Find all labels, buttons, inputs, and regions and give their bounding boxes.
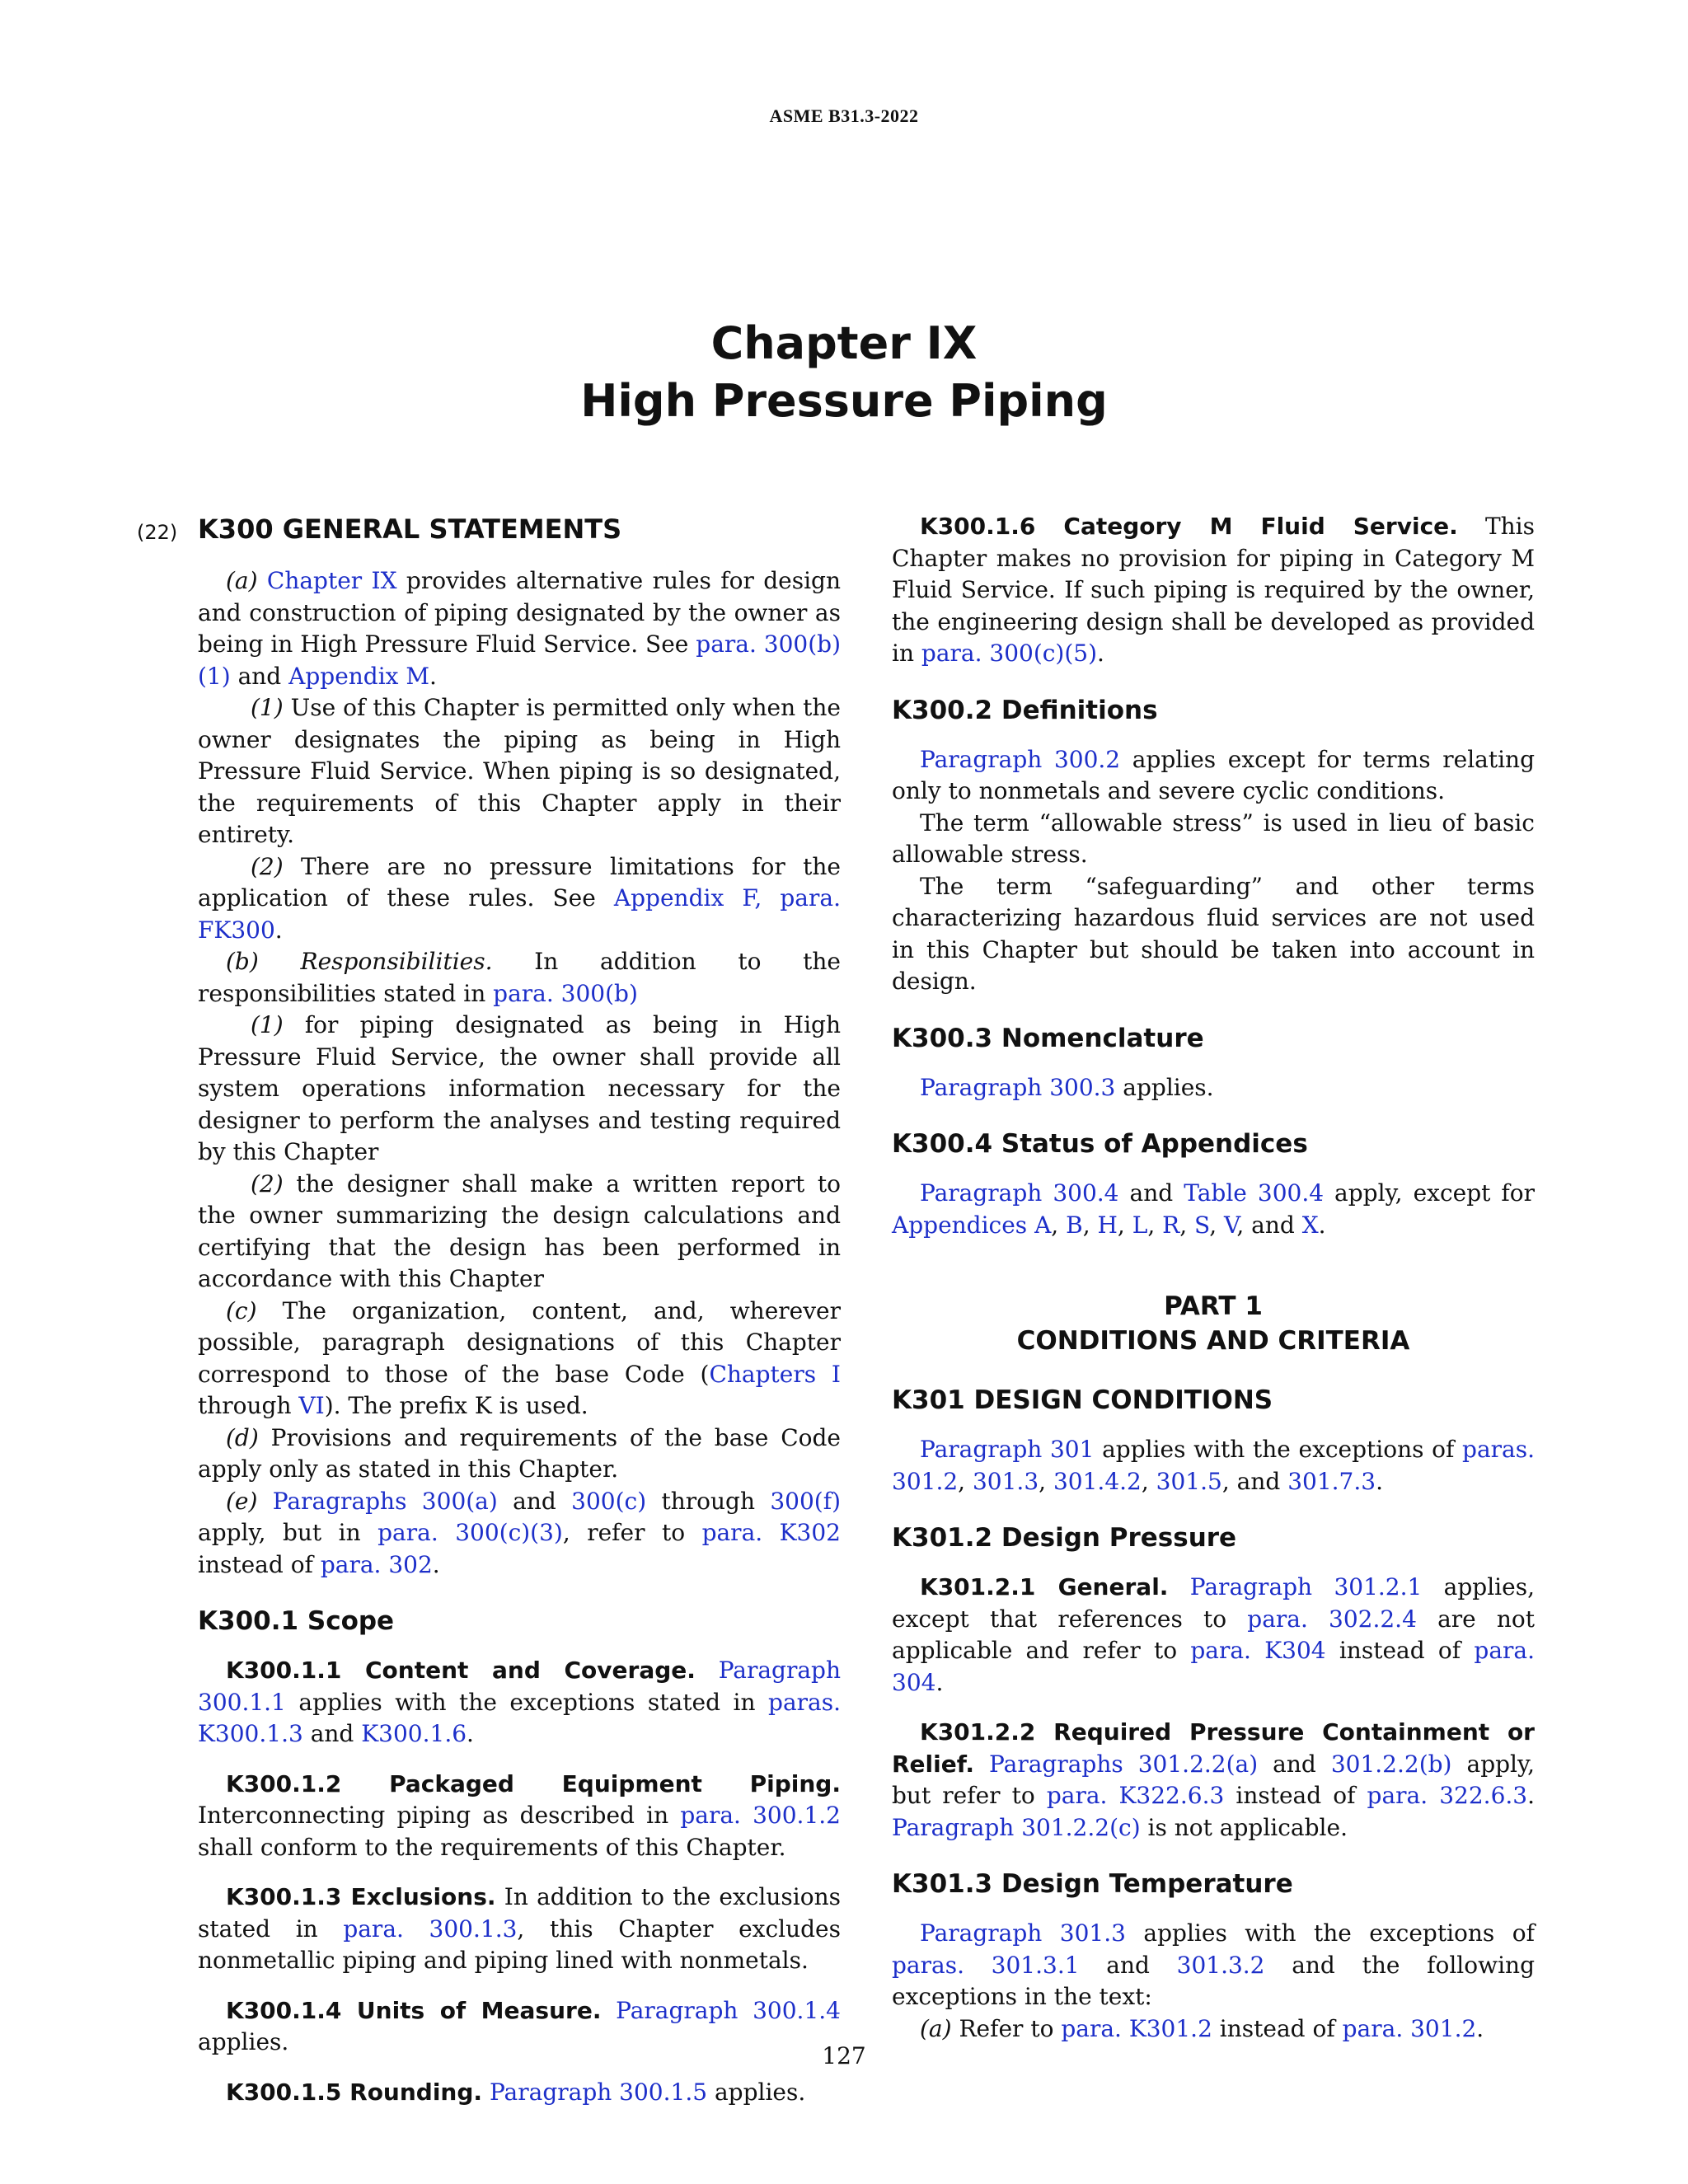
link-301-7-3[interactable]: 301.7.3	[1287, 1467, 1376, 1495]
para-appendices	[892, 1178, 1535, 1241]
text: for piping designated as being in High Pressure Fluid Service, the owner shall provide all system operations information necessary for the designer to perform the analyses and testing required by this Chapter	[198, 1011, 841, 1165]
link-300-1-4[interactable]: Paragraph 300.1.4	[616, 1996, 841, 2024]
link-300-1-3[interactable]: para. 300.1.3	[343, 1915, 518, 1943]
right-column	[892, 511, 1535, 2045]
text: ,	[1082, 1211, 1098, 1239]
para-k300-1-1	[198, 1655, 841, 1750]
text: through	[646, 1487, 771, 1515]
link-vi[interactable]: VI	[298, 1392, 325, 1419]
text: .	[1097, 640, 1104, 667]
para-k301-3	[892, 1918, 1535, 2013]
link-301-3[interactable]: 301.3	[972, 1467, 1039, 1495]
text: .	[429, 662, 437, 690]
para-k300-1-3	[198, 1882, 841, 1977]
para-nomenclature	[892, 1072, 1535, 1104]
para-a	[198, 565, 841, 692]
link-300b1[interactable]: para. 300(b)(1)	[198, 630, 841, 690]
link-appendix-a[interactable]: Appendices A	[892, 1211, 1052, 1239]
run-in-heading: K300.1.3 Exclusions.	[226, 1883, 496, 1910]
link-appendix-s[interactable]: S	[1194, 1211, 1210, 1239]
link-appendix-l[interactable]: L	[1132, 1211, 1148, 1239]
para-k300-1-2	[198, 1769, 841, 1864]
link-301-4-2[interactable]: 301.4.2	[1053, 1467, 1142, 1495]
link-301[interactable]: Paragraph 301	[920, 1436, 1095, 1463]
section-heading-design-temperature: K301.3 Design Temperature	[892, 1869, 1293, 1899]
label-2: (2)	[251, 1169, 284, 1197]
link-appendix-m[interactable]: Appendix M	[288, 662, 430, 690]
link-301-2-b[interactable]: para. 301.2	[1342, 2014, 1477, 2042]
section-heading-appendices: K300.4 Status of Appendices	[892, 1129, 1308, 1159]
text: and	[1258, 1750, 1331, 1778]
text: instead of	[1224, 1782, 1367, 1809]
para-k300-1-5	[198, 2077, 841, 2109]
text: apply, but in	[198, 1519, 378, 1546]
text: Provisions and requirements of the base Code apply only as stated in this Chapter.	[198, 1423, 841, 1483]
link-k302[interactable]: para. K302	[701, 1519, 841, 1546]
link-300c[interactable]: 300(c)	[571, 1487, 647, 1515]
link-table-300-4[interactable]: Table 300.4	[1184, 1179, 1325, 1207]
link-300-3[interactable]: Paragraph 300.3	[920, 1073, 1116, 1101]
run-in-heading: K300.1.2 Packaged Equipment Piping.	[226, 1769, 841, 1797]
text: applies except for terms relating only to nonmetals and severe cyclic conditions.	[892, 745, 1536, 804]
text: .	[274, 916, 283, 944]
text: apply, except for	[1324, 1179, 1535, 1207]
run-in-heading: K301.2.2 Required Pressure Containment or Relief.	[892, 1718, 1535, 1778]
left-column	[137, 511, 842, 2108]
label-b: (b)	[226, 948, 259, 975]
running-head: ASME B31.3-2022	[769, 105, 919, 126]
section-heading-k300	[137, 511, 841, 547]
link-302[interactable]: para. 302	[320, 1550, 433, 1578]
link-300c5[interactable]: para. 300(c)(5)	[921, 640, 1098, 667]
para-d	[198, 1422, 841, 1486]
link-300b[interactable]: para. 300(b)	[493, 979, 638, 1007]
link-k304[interactable]: para. K304	[1190, 1637, 1326, 1664]
text: applies, except that references to	[892, 1573, 1535, 1633]
section-heading-definitions: K300.2 Definitions	[892, 695, 1158, 725]
text: ,	[1051, 1211, 1067, 1239]
link-chapter-ix[interactable]: Chapter IX	[266, 567, 397, 594]
section-heading-scope: K300.1 Scope	[198, 1606, 395, 1636]
text: applies.	[198, 2028, 289, 2055]
text: In addition to the responsibilities stated in	[198, 948, 841, 1007]
link-300-1-5[interactable]: Paragraph 300.1.5	[489, 2078, 708, 2106]
part-heading	[892, 1289, 1535, 1358]
text: .	[1476, 2014, 1484, 2042]
text: instead of	[198, 1550, 321, 1578]
para-e	[198, 1486, 841, 1582]
text: instead of	[1325, 1637, 1475, 1664]
text: ,	[1039, 1467, 1053, 1495]
text: the designer shall make a written report to the owner summarizing the design calculations and certifying that the design has been performed in accordance with this Chapter	[198, 1169, 841, 1292]
section-heading-design-pressure: K301.2 Design Pressure	[892, 1523, 1237, 1553]
text: shall conform to the requirements of this Chapter.	[198, 1833, 786, 1861]
text: is not applicable.	[1140, 1813, 1348, 1841]
para-k301-3-a	[892, 2013, 1535, 2046]
link-300-1-1[interactable]: Paragraph 300.1.1	[198, 1657, 842, 1716]
link-300a[interactable]: Paragraphs 300(a)	[272, 1487, 498, 1515]
run-in-heading: K300.1.5 Rounding.	[226, 2078, 483, 2106]
section-heading-k301: K301 DESIGN CONDITIONS	[892, 1385, 1273, 1415]
k300-heading-text: K300 GENERAL STATEMENTS	[198, 513, 622, 545]
link-300-2[interactable]: Paragraph 300.2	[920, 745, 1121, 773]
text: applies.	[1115, 1073, 1214, 1101]
text: There are no pressure limitations for the application of these rules. See	[198, 852, 841, 912]
part-title: CONDITIONS AND CRITERIA	[1016, 1326, 1410, 1356]
text: and	[497, 1487, 572, 1515]
link-appendix-b[interactable]: B	[1066, 1211, 1083, 1239]
label-e: (e)	[226, 1487, 258, 1515]
text: apply, but refer to	[892, 1750, 1535, 1809]
para-b2	[198, 1169, 841, 1296]
text: .	[1376, 1467, 1383, 1495]
link-301-5[interactable]: 301.5	[1156, 1467, 1222, 1495]
link-301-3-2[interactable]: 301.3.2	[1176, 1951, 1265, 1979]
link-301-3-para[interactable]: Paragraph 301.3	[920, 1919, 1126, 1947]
text: .	[1318, 1211, 1326, 1239]
link-304[interactable]: para. 304	[892, 1637, 1535, 1696]
link-k322-6-3[interactable]: para. K322.6.3	[1046, 1782, 1225, 1809]
link-300c3[interactable]: para. 300(c)(3)	[377, 1519, 563, 1546]
para-k301-2-1	[892, 1572, 1535, 1699]
text: ,	[1179, 1211, 1195, 1239]
text: and	[1079, 1951, 1177, 1979]
para-c	[198, 1296, 841, 1422]
text: and	[1118, 1179, 1184, 1207]
part-number: PART 1	[1164, 1291, 1263, 1321]
text: ,	[958, 1467, 973, 1495]
para-definitions-1	[892, 744, 1535, 808]
link-k300-1-3[interactable]: paras. K300.1.3	[198, 1688, 841, 1747]
para-definitions-3: The term “safeguarding” and other terms characterizing hazardous fluid services are not used in this Chapter but should be taken into account in design.	[892, 872, 1535, 995]
text: .	[1527, 1782, 1535, 1809]
label-1: (1)	[251, 694, 284, 721]
text: and the following exceptions in the text:	[892, 1951, 1535, 2010]
text: , refer to	[562, 1519, 702, 1546]
link-appendix-r[interactable]: R	[1162, 1211, 1180, 1239]
link-appendix-v[interactable]: V	[1224, 1211, 1237, 1239]
link-301-2-2c[interactable]: Paragraph 301.2.2(c)	[892, 1813, 1141, 1841]
text: applies with the exceptions of	[1125, 1919, 1535, 1947]
para-k301	[892, 1434, 1535, 1497]
text: are not applicable and refer to	[892, 1605, 1536, 1664]
text: and	[302, 1720, 362, 1747]
page-number: 127	[822, 2042, 866, 2069]
link-322-6-3[interactable]: para. 322.6.3	[1367, 1782, 1528, 1809]
text: instead of	[1212, 2014, 1343, 2042]
text: applies.	[707, 2078, 806, 2106]
text: The organization, content, and, wherever possible, paragraph designations of this Chapter correspond to those of the base Code (	[198, 1296, 841, 1388]
link-appendix-x[interactable]: X	[1301, 1211, 1319, 1239]
text: ). The prefix K is used.	[324, 1392, 588, 1419]
para-b	[198, 946, 841, 1010]
run-in-heading: K300.1.1 Content and Coverage.	[226, 1657, 696, 1684]
link-k301-2[interactable]: para. K301.2	[1061, 2014, 1212, 2042]
label-d: (d)	[226, 1423, 259, 1451]
link-appendix-f[interactable]: Appendix F, para. FK300	[198, 884, 841, 944]
link-302-2-4[interactable]: para. 302.2.4	[1247, 1605, 1417, 1633]
link-301-2-1[interactable]: Paragraph 301.2.1	[1189, 1573, 1423, 1601]
text: .	[432, 1550, 440, 1578]
text: through	[198, 1392, 299, 1419]
link-chapters-i[interactable]: Chapters I	[709, 1360, 841, 1388]
para-definitions-2: The term “allowable stress” is used in lieu of basic allowable stress.	[892, 808, 1535, 868]
label-a: (a)	[920, 2014, 952, 2042]
text: Use of this Chapter is permitted only when the owner designates the piping as being in High Pressure Fluid Service. When piping is so designated, the requirements of this Chapter apply in their entirety.	[198, 694, 841, 848]
text: .	[935, 1668, 944, 1696]
text: ,	[1209, 1211, 1225, 1239]
section-heading-nomenclature: K300.3 Nomenclature	[892, 1023, 1204, 1053]
text: ,	[1147, 1211, 1163, 1239]
text: and	[230, 662, 289, 690]
text: applies with the exceptions of	[1094, 1436, 1463, 1463]
chapter-name: High Pressure Piping	[580, 375, 1108, 427]
label-a: (a)	[226, 567, 258, 594]
text: ,	[1141, 1467, 1156, 1495]
text: This Chapter makes no provision for piping in Category M Fluid Service. If such piping is required by the owner, the engineering design shall be developed as provided in	[892, 513, 1535, 667]
text: applies with the exceptions stated in	[285, 1688, 769, 1716]
label-2: (2)	[251, 852, 284, 880]
link-300-1-2[interactable]: para. 300.1.2	[680, 1802, 841, 1829]
label-c: (c)	[226, 1296, 257, 1324]
run-in-heading: K301.2.1 General.	[920, 1573, 1169, 1601]
link-appendix-h[interactable]: H	[1097, 1211, 1118, 1239]
para-a1	[198, 692, 841, 851]
responsibilities-title: Responsibilities.	[300, 948, 493, 975]
link-300-4[interactable]: Paragraph 300.4	[920, 1179, 1119, 1207]
para-k300-1-6	[892, 511, 1535, 670]
text: Refer to	[951, 2014, 1062, 2042]
link-300f[interactable]: 300(f)	[770, 1487, 841, 1515]
chapter-title	[0, 315, 1688, 430]
text: .	[467, 1720, 474, 1747]
link-k300-1-6[interactable]: K300.1.6	[361, 1720, 467, 1747]
text: , and	[1236, 1211, 1302, 1239]
text: , and	[1221, 1467, 1288, 1495]
text: Interconnecting piping as described in	[198, 1802, 681, 1829]
text: , this Chapter excludes nonmetallic piping and piping lined with nonmetals.	[198, 1915, 841, 1974]
text: ,	[1117, 1211, 1132, 1239]
link-301-2-2b[interactable]: 301.2.2(b)	[1330, 1750, 1452, 1778]
para-a2	[198, 851, 841, 947]
link-301-2-2a[interactable]: Paragraphs 301.2.2(a)	[989, 1750, 1259, 1778]
link-301-2[interactable]: paras. 301.2	[892, 1436, 1535, 1495]
text: provides alternative rules for design and construction of piping designated by the owner as being in High Pressure Fluid Service. See	[198, 567, 841, 658]
text: In addition to the exclusions stated in	[198, 1883, 841, 1943]
para-k301-2-2	[892, 1717, 1535, 1844]
para-b1	[198, 1010, 841, 1169]
edition-marker: (22)	[137, 521, 178, 544]
label-1: (1)	[251, 1011, 284, 1038]
run-in-heading: K300.1.6 Category M Fluid Service.	[920, 513, 1458, 540]
link-301-3-1[interactable]: paras. 301.3.1	[892, 1951, 1080, 1979]
run-in-heading: K300.1.4 Units of Measure.	[226, 1996, 602, 2024]
chapter-number: Chapter IX	[710, 317, 978, 369]
